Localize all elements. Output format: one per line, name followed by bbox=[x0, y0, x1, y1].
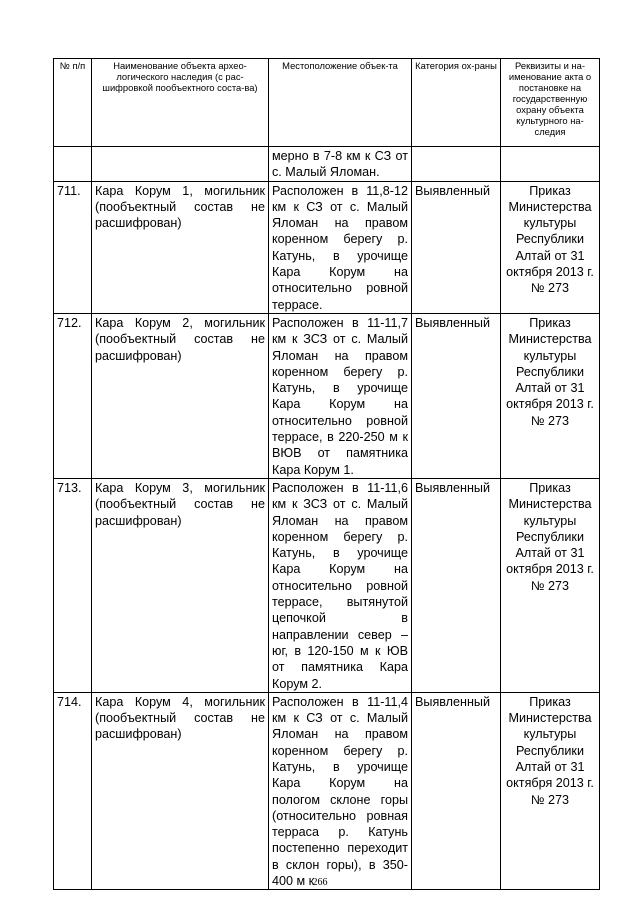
header-category: Категория ох-раны bbox=[412, 59, 501, 147]
row-requisites: Приказ Министерства культуры Республики Алтай от 31 октября 2013 г. № 273 bbox=[501, 313, 600, 478]
row-requisites: Приказ Министерства культуры Республики Алтай от 31 октября 2013 г. № 273 bbox=[501, 692, 600, 890]
row-num: 713. bbox=[54, 478, 92, 692]
row-location: Расположен в 11-11,4 км к СЗ от с. Малый Яломан на правом коренном берегу р. Катунь, в урочище Кара Корум на пологом склоне горы (относительно ровная терраса р. Катунь постепенно переходит в склон горы), в 350-400 м к bbox=[269, 692, 412, 890]
row-num: 712. bbox=[54, 313, 92, 478]
row-num: 714. bbox=[54, 692, 92, 890]
row-name: Кара Корум 1, могильник (пообъектный состав не расшифрован) bbox=[92, 181, 269, 313]
table-row bbox=[54, 313, 600, 478]
header-location: Местоположение объек-та bbox=[269, 59, 412, 147]
continuation-row bbox=[54, 147, 600, 182]
row-name: Кара Корум 4, могильник (пообъектный состав не расшифрован) bbox=[92, 692, 269, 890]
page-number: 266 bbox=[312, 877, 328, 888]
row-requisites: Приказ Министерства культуры Республики Алтай от 31 октября 2013 г. № 273 bbox=[501, 478, 600, 692]
continuation-location: мерно в 7-8 км к СЗ от с. Малый Яломан. bbox=[269, 147, 412, 182]
row-category: Выявленный bbox=[412, 478, 501, 692]
row-num: 711. bbox=[54, 181, 92, 313]
row-location: Расположен в 11,8-12 км к СЗ от с. Малый Яломан на правом коренном берегу р. Катунь, в урочище Кара Корум на относительно ровной террасе. bbox=[269, 181, 412, 313]
row-location: Расположен в 11-11,7 км к ЗСЗ от с. Малый Яломан на правом коренном берегу р. Катунь, в урочище Кара Корум на относительно ровной террасе, в 220-250 м к ВЮВ от памятника Кара Корум 1. bbox=[269, 313, 412, 478]
header-requisites: Реквизиты и на-именование акта о постановке на государственную охрану объекта культурного на-следия bbox=[501, 59, 600, 147]
row-requisites: Приказ Министерства культуры Республики Алтай от 31 октября 2013 г. № 273 bbox=[501, 181, 600, 313]
row-category: Выявленный bbox=[412, 313, 501, 478]
row-name: Кара Корум 2, могильник (пообъектный состав не расшифрован) bbox=[92, 313, 269, 478]
heritage-register-table bbox=[53, 58, 600, 890]
table-row bbox=[54, 478, 600, 692]
row-category: Выявленный bbox=[412, 181, 501, 313]
table-header-row bbox=[54, 59, 600, 147]
table-row bbox=[54, 692, 600, 890]
header-num: № п/п bbox=[54, 59, 92, 147]
row-category: Выявленный bbox=[412, 692, 501, 890]
row-location: Расположен в 11-11,6 км к ЗСЗ от с. Малый Яломан на правом коренном берегу р. Катунь, в урочище Кара Корум на относительно ровной террасе, вытянутой цепочкой в направлении север – юг, в 120-150 м к ЮВ от памятника Кара Корум 2. bbox=[269, 478, 412, 692]
row-name: Кара Корум 3, могильник (пообъектный состав не расшифрован) bbox=[92, 478, 269, 692]
header-name: Наименование объекта архео-логического наследия (с рас-шифровкой пообъектного соста-ва) bbox=[92, 59, 269, 147]
table-row bbox=[54, 181, 600, 313]
